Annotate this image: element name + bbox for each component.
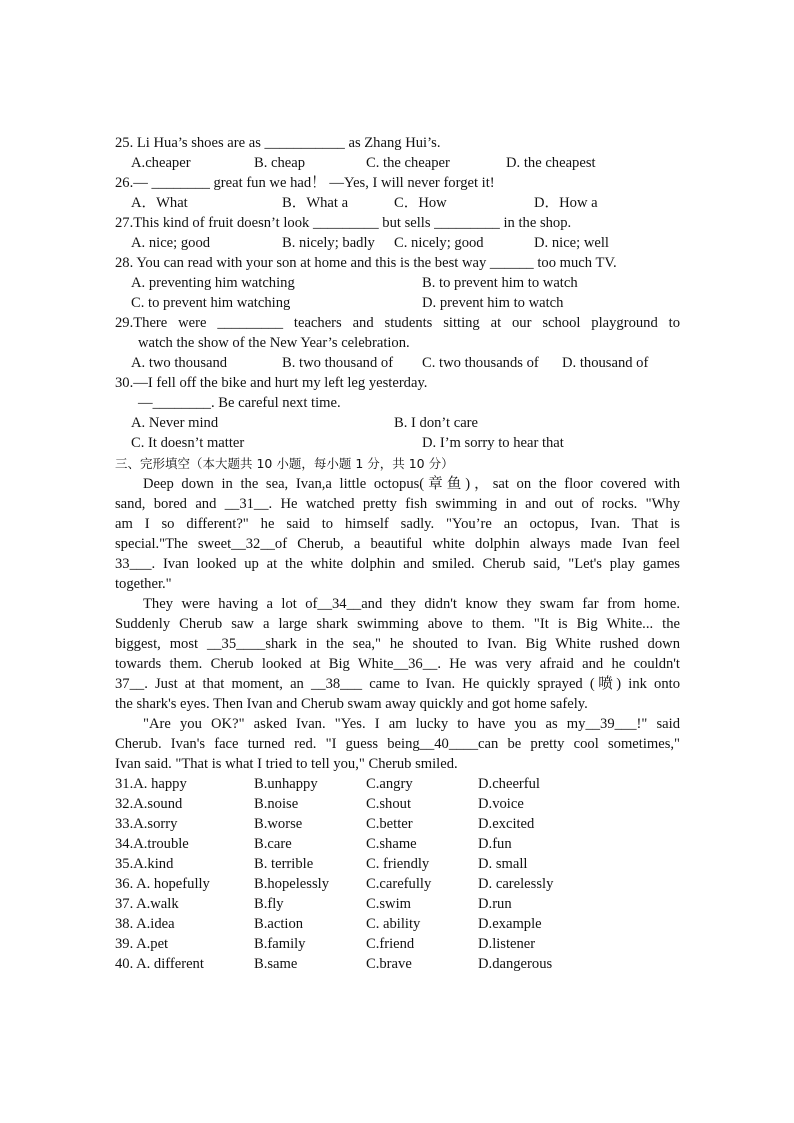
- passage-line: biggest, most __35____shark in the sea," he shouted to Ivan. Big White rushed down: [115, 636, 680, 652]
- passage-line: towards them. Cherub looked at Big White__36__. He was very afraid and he couldn't: [115, 656, 680, 672]
- cloze-36-option-a: 36. A. hopefully: [115, 876, 210, 892]
- cloze-33-option-d: D.excited: [478, 816, 535, 832]
- q25-option-c: C. the cheaper: [366, 155, 450, 171]
- cloze-32-option-d: D.voice: [478, 796, 524, 812]
- question-25-stem: 25. Li Hua’s shoes are as ___________ as Zhang Hui’s.: [115, 135, 441, 151]
- cloze-37-option-a: 37. A.walk: [115, 896, 179, 912]
- q28-option-d: D. prevent him to watch: [422, 295, 564, 311]
- cloze-39-option-b: B.family: [254, 936, 306, 952]
- question-26-stem: 26.— ________ great fun we had！ —Yes, I will never forget it!: [115, 175, 495, 191]
- cloze-32-option-a: 32.A.sound: [115, 796, 183, 812]
- cloze-40-option-c: C.brave: [366, 956, 412, 972]
- passage-line: 37__. Just at that moment, an __38___ came to Ivan. He quickly sprayed (喷) ink onto: [115, 676, 680, 692]
- passage-line: special."The sweet__32__of Cherub, a beautiful white dolphin always made Ivan feel: [115, 536, 680, 552]
- cloze-35-option-c: C. friendly: [366, 856, 430, 872]
- q29-option-c: C. two thousands of: [422, 355, 539, 371]
- cloze-36-option-c: C.carefully: [366, 876, 432, 892]
- passage-line: Ivan said. "That is what I tried to tell you," Cherub smiled.: [115, 756, 458, 772]
- cloze-37-option-b: B.fly: [254, 896, 284, 912]
- cloze-37-option-c: C.swim: [366, 896, 412, 912]
- q27-option-d: D. nice; well: [534, 235, 609, 251]
- q29-option-a: A. two thousand: [131, 355, 228, 371]
- question-29-stem: 29.There were _________ teachers and students sitting at our school playground to: [115, 315, 680, 331]
- cloze-36-option-b: B.hopelessly: [254, 876, 329, 892]
- q29-option-b: B. two thousand of: [282, 355, 394, 371]
- q25-option-a: A.cheaper: [131, 155, 191, 171]
- cloze-37-option-d: D.run: [478, 896, 512, 912]
- cloze-35-option-a: 35.A.kind: [115, 856, 174, 872]
- q27-option-c: C. nicely; good: [394, 235, 484, 251]
- q26-option-a: A．What: [131, 195, 188, 211]
- q25-option-d: D. the cheapest: [506, 155, 596, 171]
- cloze-38-option-b: B.action: [254, 916, 304, 932]
- cloze-40-option-b: B.same: [254, 956, 298, 972]
- q30-option-b: B. I don’t care: [394, 415, 479, 431]
- passage-line: sand, bored and __31__. He watched pretty fish swimming in and out of rocks. "Why: [115, 496, 680, 512]
- cloze-32-option-c: C.shout: [366, 796, 412, 812]
- cloze-34-option-b: B.care: [254, 836, 292, 852]
- cloze-35-option-b: B. terrible: [254, 856, 314, 872]
- cloze-38-option-a: 38. A.idea: [115, 916, 175, 932]
- passage-line: together.": [115, 576, 172, 592]
- cloze-39-option-a: 39. A.pet: [115, 936, 169, 952]
- q30-option-d: D. I’m sorry to hear that: [422, 435, 564, 451]
- cloze-33-option-a: 33.A.sorry: [115, 816, 178, 832]
- cloze-33-option-b: B.worse: [254, 816, 303, 832]
- cloze-40-option-d: D.dangerous: [478, 956, 553, 972]
- cloze-34-option-a: 34.A.trouble: [115, 836, 189, 852]
- cloze-38-option-d: D.example: [478, 916, 542, 932]
- cloze-32-option-b: B.noise: [254, 796, 299, 812]
- passage-line: 33___. Ivan looked up at the white dolphin and smiled. Cherub said, "Let's play games: [115, 556, 680, 572]
- section-title: 三、完形填空（本大题共 10 小题，每小题 1 分，共 10 分）: [115, 456, 454, 471]
- q25-option-b: B. cheap: [254, 155, 306, 171]
- cloze-31-option-c: C.angry: [366, 776, 413, 792]
- passage-line: They were having a lot of__34__and they didn't know they swam far from home.: [143, 596, 680, 612]
- passage-line: Deep down in the sea, Ivan,a little octopus(章鱼)，sat on the floor covered with: [143, 476, 680, 492]
- passage-line: Suddenly Cherub saw a large shark swimming above to them. "It is Big White... the: [115, 616, 680, 632]
- q27-option-a: A. nice; good: [131, 235, 211, 251]
- cloze-31-option-b: B.unhappy: [254, 776, 318, 792]
- cloze-31-option-a: 31.A. happy: [115, 776, 187, 792]
- cloze-36-option-d: D. carelessly: [478, 876, 554, 892]
- cloze-40-option-a: 40. A. different: [115, 956, 204, 972]
- cloze-34-option-d: D.fun: [478, 836, 512, 852]
- q27-option-b: B. nicely; badly: [282, 235, 375, 251]
- q26-option-c: C．How: [394, 195, 447, 211]
- cloze-31-option-d: D.cheerful: [478, 776, 540, 792]
- question-29-stem-continued: watch the show of the New Year’s celebration.: [138, 335, 410, 351]
- passage-line: Cherub. Ivan's face turned red. "I guess being__40____can be pretty cool sometimes,": [115, 736, 680, 752]
- question-28-stem: 28. You can read with your son at home and this is the best way ______ too much TV.: [115, 255, 617, 271]
- passage-line: "Are you OK?" asked Ivan. "Yes. I am lucky to have you as my__39___!" said: [143, 716, 680, 732]
- q28-option-c: C. to prevent him watching: [131, 295, 291, 311]
- q30-option-a: A. Never mind: [131, 415, 219, 431]
- cloze-33-option-c: C.better: [366, 816, 413, 832]
- cloze-35-option-d: D. small: [478, 856, 528, 872]
- cloze-39-option-c: C.friend: [366, 936, 415, 952]
- q28-option-a: A. preventing him watching: [131, 275, 295, 291]
- cloze-38-option-c: C. ability: [366, 916, 421, 932]
- q28-option-b: B. to prevent him to watch: [422, 275, 578, 291]
- cloze-34-option-c: C.shame: [366, 836, 417, 852]
- question-30-stem: 30.—I fell off the bike and hurt my left leg yesterday.: [115, 375, 428, 391]
- question-30-response: —________. Be careful next time.: [138, 395, 341, 411]
- passage-line: the shark's eyes. Then Ivan and Cherub swam away quickly and got home safely.: [115, 696, 588, 712]
- question-27-stem: 27.This kind of fruit doesn’t look _________ but sells _________ in the shop.: [115, 215, 572, 231]
- passage-line: am I so different?" he said to himself sadly. "You’re an octopus, Ivan. That is: [115, 516, 680, 532]
- q29-option-d: D. thousand of: [562, 355, 649, 371]
- q30-option-c: C. It doesn’t matter: [131, 435, 245, 451]
- cloze-39-option-d: D.listener: [478, 936, 536, 952]
- q26-option-d: D．How a: [534, 195, 598, 211]
- q26-option-b: B．What a: [282, 195, 349, 211]
